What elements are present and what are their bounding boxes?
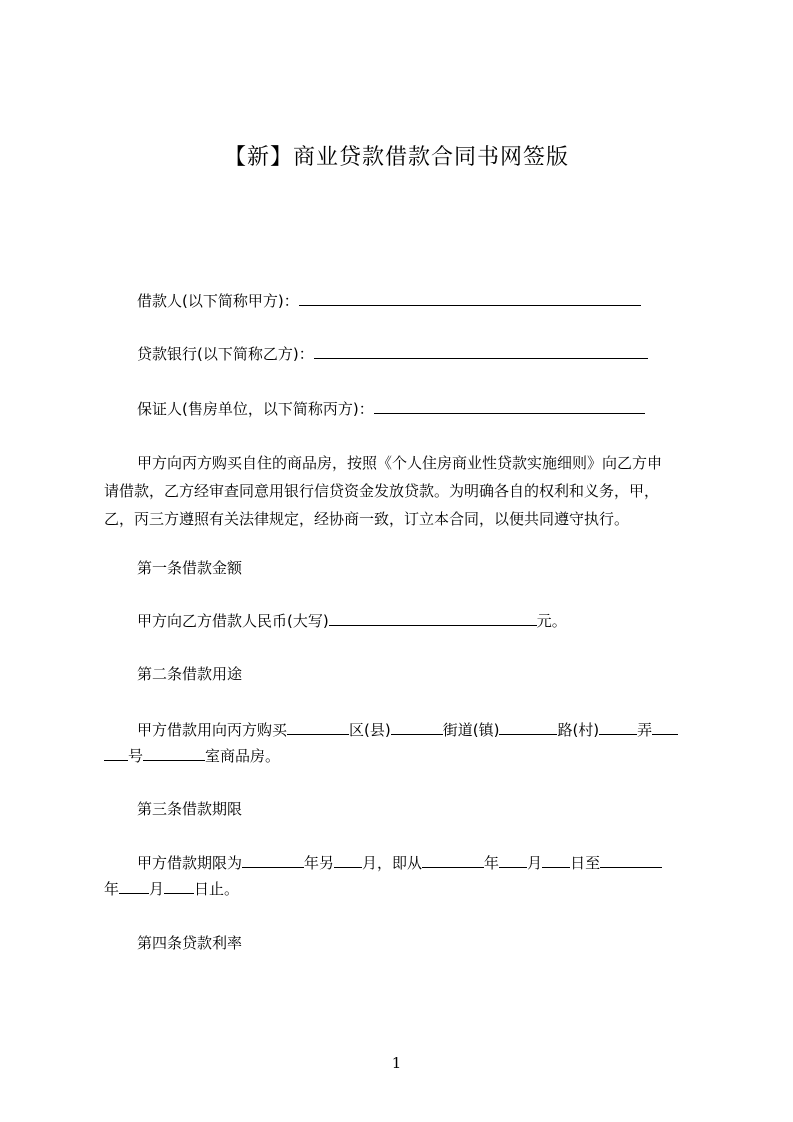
lender-line [137, 340, 648, 368]
room-blank [143, 743, 205, 761]
end-year-blank [600, 850, 662, 868]
term-months-blank [334, 850, 362, 868]
start-month-blank [499, 850, 527, 868]
lender-label: 贷款银行(以下简称乙方)： [137, 345, 314, 363]
article-2-line-1 [137, 716, 678, 744]
lane-number-blank [652, 717, 678, 735]
article-1-text-before: 甲方向乙方借款人民币(大写) [137, 612, 329, 630]
article-4-heading: 第四条贷款利率 [137, 934, 243, 952]
street-blank [391, 717, 443, 735]
page-number: 1 [391, 1054, 402, 1072]
article-2-text-1: 甲方借款用向丙方购买 [137, 721, 288, 739]
article-3-line-1 [137, 849, 662, 877]
preamble-line-3: 乙，丙三方遵照有关法律规定，经协商一致，订立本合同，以便共同遵守执行。 [104, 510, 630, 528]
borrower-blank [299, 288, 641, 306]
lane-blank [599, 717, 637, 735]
term-years-blank [242, 850, 304, 868]
article-3-heading: 第三条借款期限 [137, 800, 243, 818]
guarantor-blank [374, 396, 645, 414]
end-day-blank [164, 876, 194, 894]
guarantor-line [137, 395, 645, 423]
article-2-text-3: 街道(镇) [442, 721, 500, 739]
article-2-text-2: 区(县) [349, 721, 391, 739]
article-2-text-4: 路(村) [557, 721, 600, 739]
article-3-text-9: 日止。 [194, 880, 240, 898]
article-2-text-7: 室商品房。 [205, 747, 281, 765]
guarantor-label: 保证人(售房单位，以下简称丙方)： [137, 400, 374, 418]
article-3-text-7: 年 [104, 880, 120, 898]
lender-blank [314, 341, 648, 359]
borrower-line [137, 287, 641, 315]
number-blank [104, 743, 128, 761]
article-3-text-5: 月 [527, 854, 543, 872]
district-blank [287, 717, 349, 735]
article-3-text-8: 月 [149, 880, 165, 898]
article-3-line-2 [104, 875, 239, 903]
article-2-line-2 [104, 742, 280, 770]
article-3-text-2: 年另 [304, 854, 335, 872]
road-blank [499, 717, 557, 735]
article-2-heading: 第二条借款用途 [137, 665, 243, 683]
start-day-blank [542, 850, 570, 868]
article-2-text-5: 弄 [637, 721, 653, 739]
article-3-text-4: 年 [484, 854, 500, 872]
article-2-text-6: 号 [128, 747, 144, 765]
borrower-label: 借款人(以下简称甲方)： [137, 292, 299, 310]
end-month-blank [119, 876, 149, 894]
start-year-blank [422, 850, 484, 868]
article-1-text [137, 607, 567, 635]
article-3-text-3: 月，即从 [362, 854, 423, 872]
preamble-line-1: 甲方向丙方购买自住的商品房，按照《个人住房商业性贷款实施细则》向乙方申 [137, 454, 663, 472]
preamble-line-2: 请借款，乙方经审查同意用银行信贷资金发放贷款。为明确各自的权利和义务，甲， [104, 482, 660, 500]
article-3-text-1: 甲方借款期限为 [137, 854, 243, 872]
article-1-text-after: 元。 [536, 612, 567, 630]
document-title: 【新】商业贷款借款合同书网签版 [223, 145, 569, 170]
article-3-text-6: 日至 [570, 854, 601, 872]
article-1-heading: 第一条借款金额 [137, 559, 243, 577]
amount-blank [329, 608, 537, 626]
